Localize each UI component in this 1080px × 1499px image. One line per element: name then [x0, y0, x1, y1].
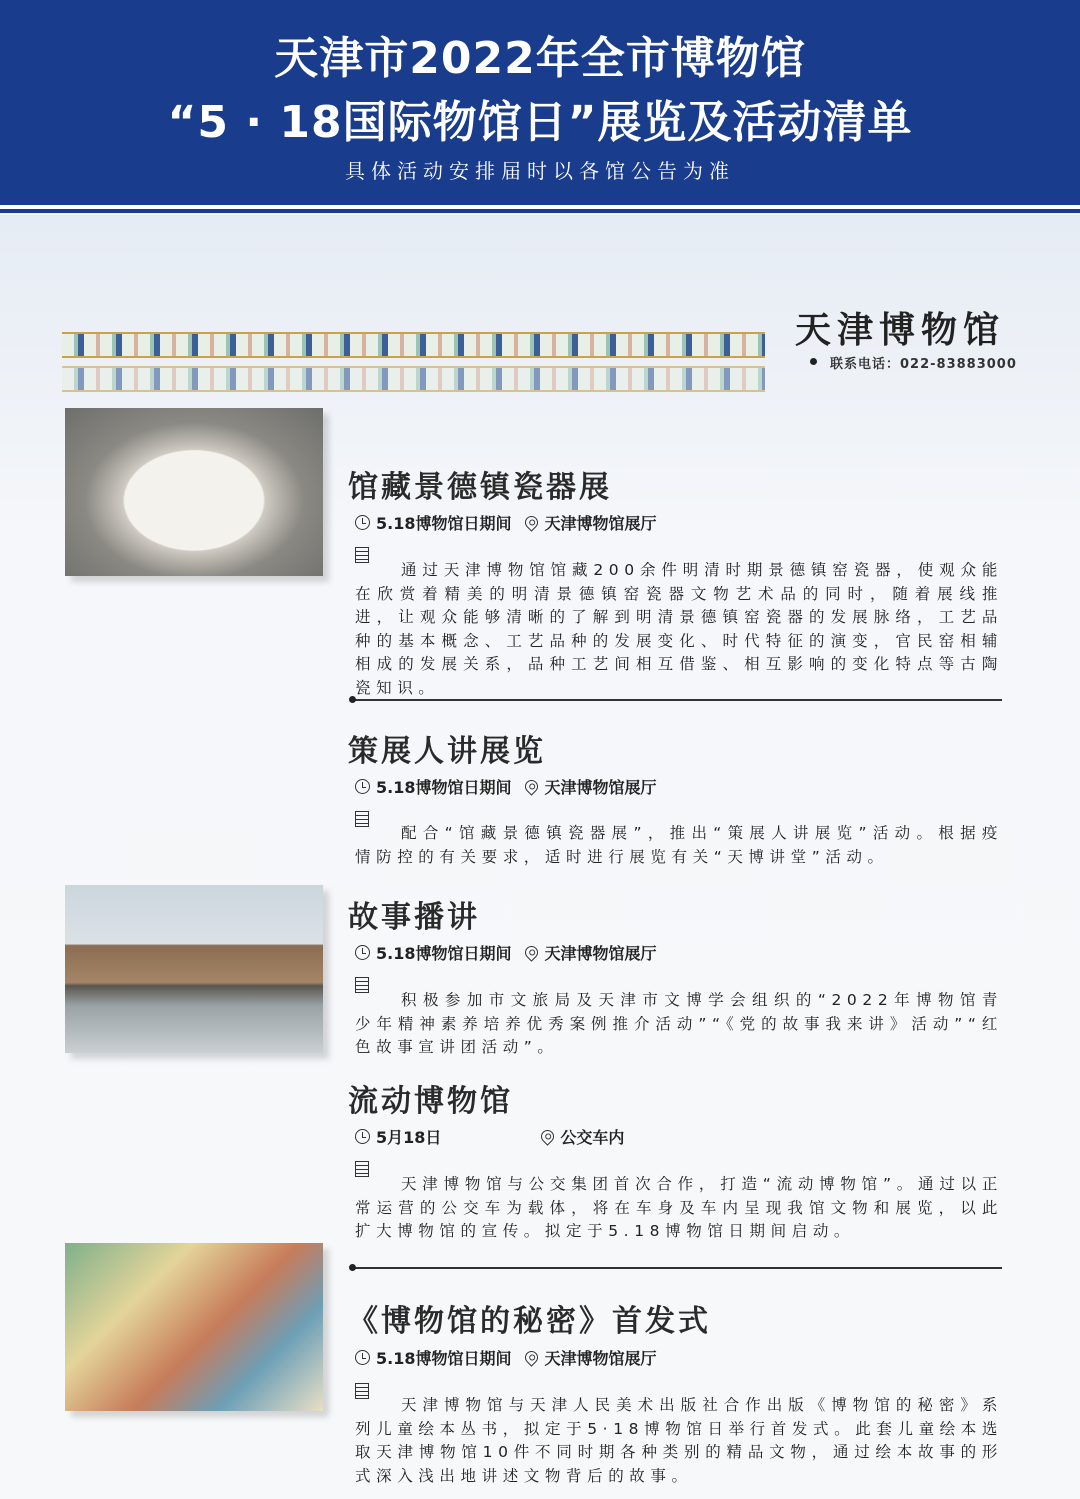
- location-pin-icon: [523, 943, 541, 961]
- picture-books-photo: [65, 1243, 323, 1411]
- section-place: 天津博物馆展厅: [544, 778, 657, 797]
- location-pin-icon: [523, 513, 541, 531]
- section-description: 通过天津博物馆馆藏200余件明清时期景德镇窑瓷器，使观众能在欣赏着精美的明清景德镇窑瓷器文物艺术品的同时，随着展线推进，让观众能够清晰的了解到明清景德镇窑瓷器的发展脉络，工艺品种的基本概念、工艺品种的发展变化、时代特征的演变，官民窑相辅相成的发展关系，品种工艺间相互借鉴、相互影响的变化特点等古陶瓷知识。: [355, 561, 1003, 697]
- page-title-line1: 天津市2022年全市博物馆: [274, 33, 806, 84]
- location-pin-icon: [523, 1348, 541, 1366]
- location-pin-icon: [539, 1127, 557, 1145]
- clock-icon: [355, 945, 370, 960]
- museum-phone: 联系电话：022-83883000: [830, 357, 1017, 372]
- decorative-pattern-bottom: [62, 366, 765, 392]
- section-place: 天津博物馆展厅: [544, 514, 657, 533]
- section-place: 天津博物馆展厅: [544, 944, 657, 963]
- section-title: 策展人讲展览: [348, 734, 546, 769]
- location-pin-icon: [523, 777, 541, 795]
- museum-name: 天津博物馆: [795, 309, 1006, 351]
- section-meta: [355, 1346, 657, 1369]
- section-divider: [352, 699, 1002, 701]
- section-meta: [355, 1125, 624, 1148]
- section-description: 天津博物馆与天津人民美术出版社合作出版《博物馆的秘密》系列儿童绘本丛书，拟定于5·18博物馆日举行首发式。此套儿童绘本选取天津博物馆10件不同时期各种类别的精品文物，通过绘本故事的形式深入浅出地讲述文物背后的故事。: [355, 1396, 1003, 1485]
- clock-icon: [355, 515, 370, 530]
- clock-icon: [355, 779, 370, 794]
- section-divider: [352, 1267, 1002, 1269]
- section-time: 5.18博物馆日期间: [376, 1349, 512, 1368]
- page-subtitle: 具体活动安排届时以各馆公告为准: [345, 159, 735, 183]
- bullet-dot: [810, 358, 817, 365]
- section-time: 5.18博物馆日期间: [376, 944, 512, 963]
- section-meta: [355, 775, 657, 798]
- section-description: 积极参加市文旅局及天津市文博学会组织的“2022年博物馆青少年精神素养培养优秀案例推介活动”“《党的故事我来讲》活动”“红色故事宣讲团活动”。: [355, 991, 1003, 1056]
- section-time: 5月18日: [376, 1128, 442, 1147]
- section-description: 天津博物馆与公交集团首次合作，打造“流动博物馆”。通过以正常运营的公交车为载体，将在车身及车内呈现我馆文物和展览，以此扩大博物馆的宣传。拟定于5.18博物馆日期间启动。: [355, 1175, 1003, 1240]
- clock-icon: [355, 1129, 370, 1144]
- header-divider-blue: [0, 209, 1080, 213]
- section-description: 配合“馆藏景德镇瓷器展”，推出“策展人讲展览”活动。根据疫情防控的有关要求，适时进行展览有关“天博讲堂”活动。: [355, 824, 1003, 866]
- museum-building-photo: [65, 885, 323, 1053]
- clock-icon: [355, 1350, 370, 1365]
- section-title: 馆藏景德镇瓷器展: [348, 470, 612, 505]
- decorative-pattern-top: [62, 332, 765, 358]
- section-place: 公交车内: [560, 1128, 625, 1147]
- section-meta: [355, 511, 657, 534]
- section-time: 5.18博物馆日期间: [376, 778, 512, 797]
- porcelain-plate-photo: [65, 408, 323, 576]
- section-time: 5.18博物馆日期间: [376, 514, 512, 533]
- section-place: 天津博物馆展厅: [544, 1349, 657, 1368]
- section-title: 《博物馆的秘密》首发式: [348, 1304, 711, 1339]
- section-meta: [355, 941, 657, 964]
- header-banner: [0, 0, 1080, 205]
- section-title: 流动博物馆: [348, 1084, 513, 1119]
- page-title-line2: “5 · 18国际物馆日”展览及活动清单: [167, 97, 913, 148]
- section-title: 故事播讲: [348, 900, 480, 935]
